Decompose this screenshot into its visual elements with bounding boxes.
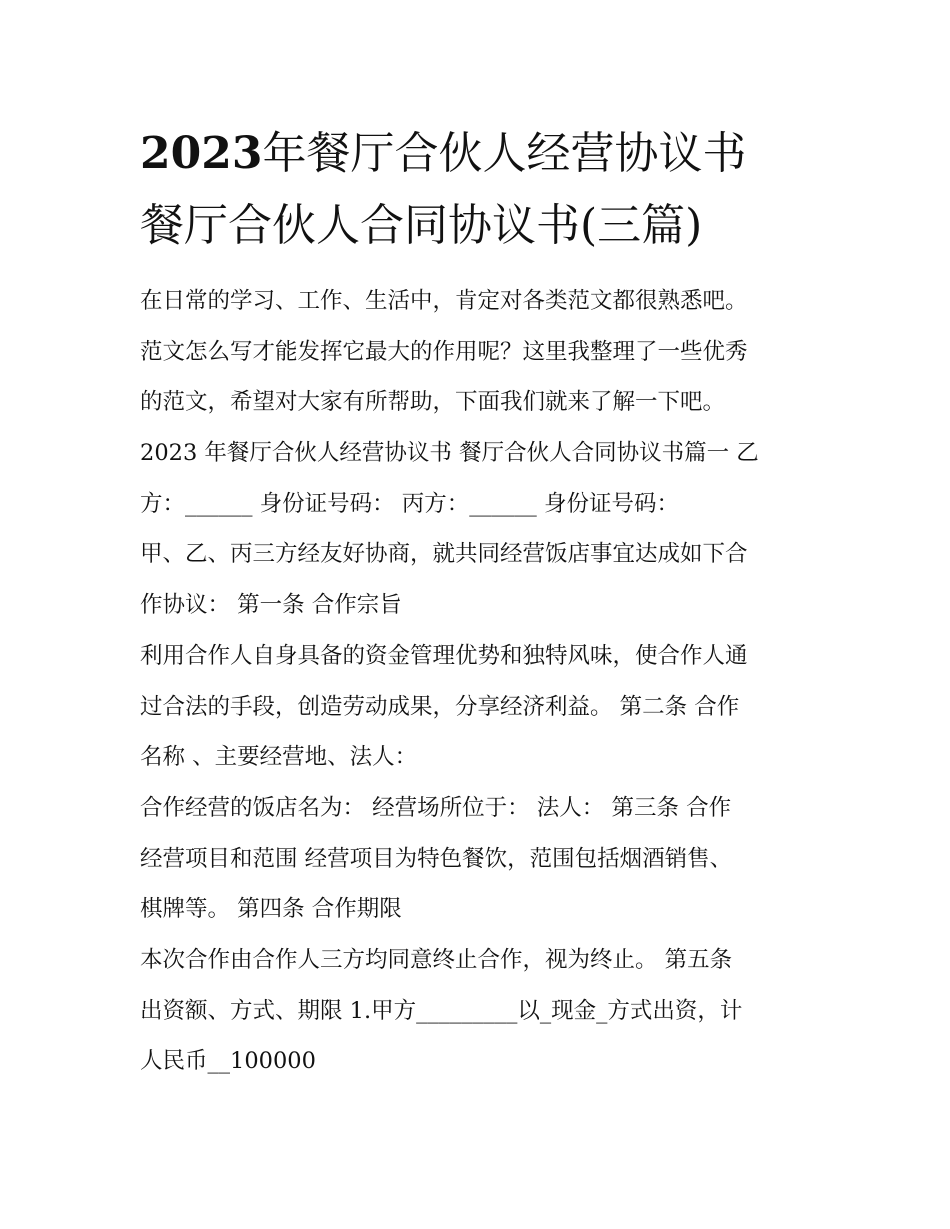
body-line: 范文怎么写才能发挥它最大的作用呢？这里我整理了一些优秀 [140, 338, 748, 365]
body-line: 甲、乙、丙三方经友好协商，就共同经营饭店事宜达成如下合 [140, 541, 748, 568]
body-line: 作协议： 第一条 合作宗旨 [140, 592, 402, 619]
body-line: 本次合作由合作人三方均同意终止合作，视为终止。 第五条 [140, 946, 733, 973]
body-line: 人民币__100000 [140, 1048, 316, 1075]
body-line: 利用合作人自身具备的资金管理优势和独特风味，使合作人通 [140, 642, 748, 669]
title-line-2 [140, 190, 820, 262]
body-line: 出资额、方式、期限 1.甲方_________以_现金_方式出资，计 [140, 997, 743, 1024]
body-line: 方：______ 身份证号码： 丙方：______ 身份证号码： [140, 490, 679, 517]
body-line: 在日常的学习、工作、生活中，肯定对各类范文都很熟悉吧。 [140, 288, 748, 314]
document-title [140, 118, 820, 262]
title-year: 2023 [140, 128, 263, 179]
body-line: 名称 、主要经营地、法人： [140, 744, 418, 771]
document-body [140, 276, 820, 1087]
body-line: 过合法的手段，创造劳动成果，分享经济利益。 第二条 合作 [140, 693, 740, 720]
title-text: 餐厅合伙人合同协议书(三篇) [140, 200, 703, 251]
body-line: 的范文，希望对大家有所帮助，下面我们就来了解一下吧。 [140, 389, 726, 416]
body-line: 经营项目和范围 经营项目为特色餐饮，范围包括烟酒销售、 [140, 845, 733, 872]
title-line-1 [140, 118, 820, 190]
body-line: 2023 年餐厅合伙人经营协议书 餐厅合伙人合同协议书篇一 乙 [140, 440, 759, 467]
body-line: 合作经营的饭店名为： 经营场所位于： 法人： 第三条 合作 [140, 794, 732, 821]
body-line: 棋牌等。 第四条 合作期限 [140, 896, 402, 923]
title-text: 年餐厅合伙人经营协议书 [262, 128, 747, 179]
